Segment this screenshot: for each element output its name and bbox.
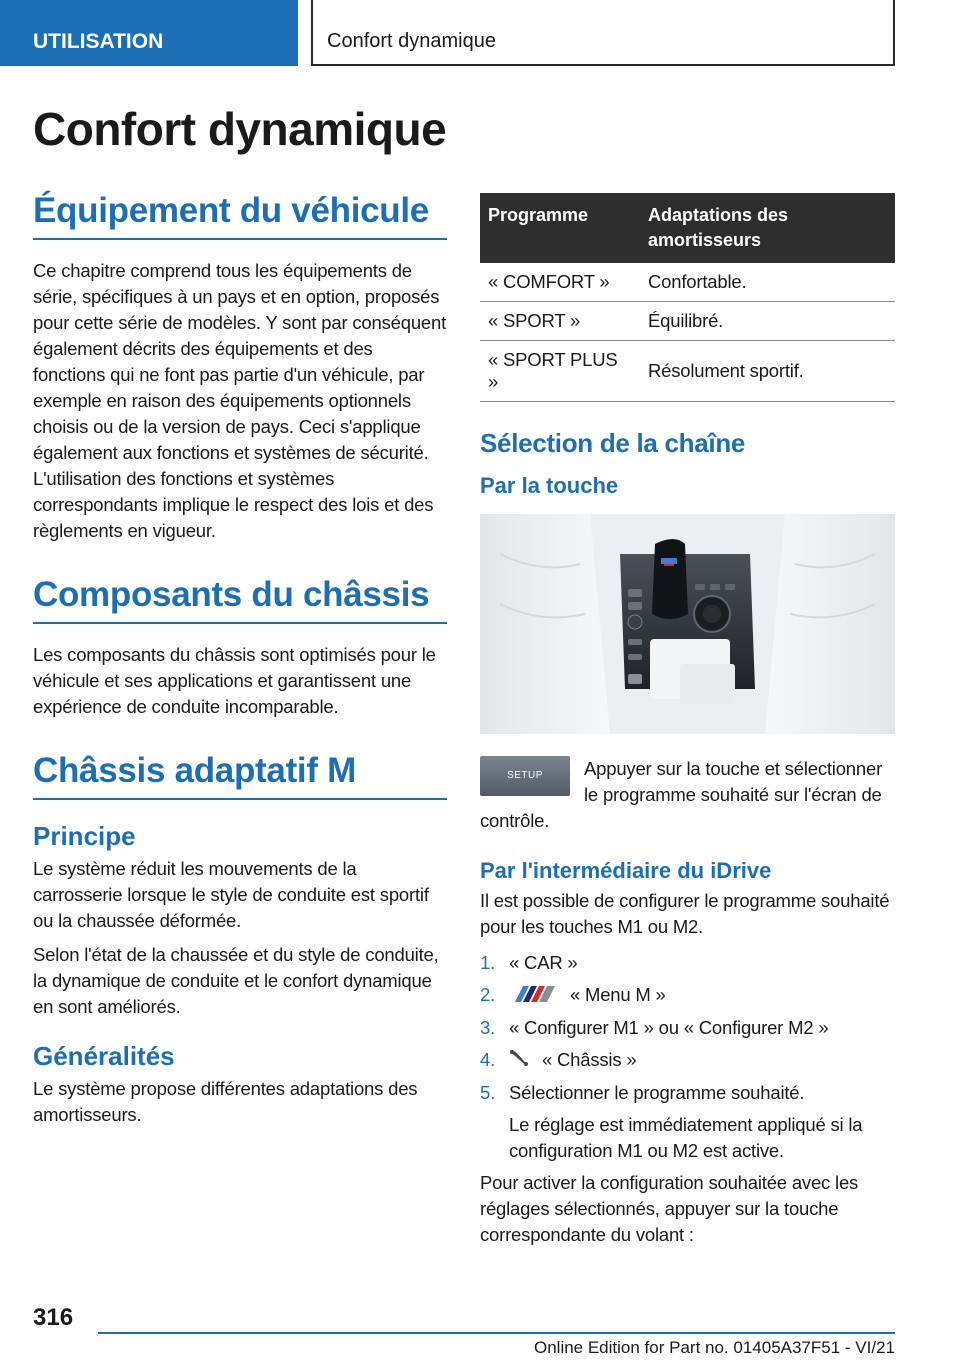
chassis-text: Les composants du châssis sont optimisés pour le véhicule et ses applications et garantissent une expérience de conduite incomparable. bbox=[33, 644, 436, 717]
principle-text-2: Selon l'état de la chaussée et du style de conduite, la dynamique de conduite et le confort dynamique en sont améliorés. bbox=[33, 943, 439, 1017]
suspension-icon bbox=[509, 1048, 529, 1074]
list-item bbox=[480, 1080, 895, 1164]
table-row bbox=[480, 341, 895, 402]
center-console-photo bbox=[480, 514, 895, 734]
footer-edition: Online Edition for Part no. 01405A37F51 - VI/21 bbox=[533, 1338, 895, 1357]
table-cell: « SPORT » bbox=[480, 302, 640, 341]
list-item bbox=[480, 950, 895, 976]
step-number: 2. bbox=[480, 983, 496, 1005]
step-text: « Menu M » bbox=[569, 983, 666, 1005]
left-column bbox=[33, 190, 447, 1136]
general-heading: Généralités bbox=[33, 1040, 175, 1071]
center-console-illustration bbox=[480, 514, 895, 734]
page-title: Confort dynamique bbox=[33, 103, 447, 155]
list-item bbox=[480, 982, 895, 1009]
idrive-heading: Par l'intermédiaire du iDrive bbox=[480, 857, 772, 883]
footer-divider bbox=[98, 1332, 895, 1334]
step-number: 4. bbox=[480, 1049, 496, 1071]
list-item bbox=[480, 1047, 895, 1074]
step-text: « CAR » bbox=[509, 951, 578, 973]
step-text: « Configurer M1 » ou « Configurer M2 » bbox=[509, 1017, 829, 1039]
idrive-steps bbox=[480, 950, 895, 1164]
general-text: Le système propose différentes adaptations des amortisseurs. bbox=[33, 1077, 418, 1125]
step-text: « Châssis » bbox=[541, 1049, 637, 1071]
setup-button-icon: SETUP bbox=[480, 756, 570, 796]
principle-heading: Principe bbox=[33, 821, 136, 851]
table-header-adaptation: Adaptations des amortisseurs bbox=[640, 193, 895, 263]
equipment-text: Ce chapitre comprend tous les équipements de série, spécifiques à un pays et en option, proposés pour cette série de modèles. Y sont par conséquent également décrits des équipements et des fonctions qui ne font pas partie d'un véhicule, par exemple en raison des équipements optionnels choisis ou de la version de pays. Ceci s'applique également aux fonctions et systèmes de sécurité. L'utilisation des fonctions et systèmes correspondants implique le respect des lois et des règlements en vigueur. bbox=[33, 260, 447, 541]
idrive-text: Il est possible de configurer le programme souhaité pour les touches M1 ou M2. bbox=[480, 889, 890, 937]
table-cell: Équilibré. bbox=[640, 302, 895, 341]
table-cell: Résolument sportif. bbox=[640, 341, 895, 402]
step-number: 1. bbox=[480, 951, 496, 973]
step-number: 5. bbox=[480, 1082, 496, 1104]
table-cell: « COMFORT » bbox=[480, 263, 640, 302]
section-tab: UTILISATION bbox=[0, 0, 298, 66]
table-header-row bbox=[480, 193, 895, 263]
step-5-note: Le réglage est immédiatement appliqué si la configuration M1 ou M2 est active. bbox=[509, 1114, 863, 1162]
table-cell: Confortable. bbox=[640, 263, 895, 302]
equipment-heading: Équipement du véhicule bbox=[33, 190, 447, 240]
step-number: 3. bbox=[480, 1017, 496, 1039]
principle-text-1: Le système réduit les mouvements de la carrosserie lorsque le style de conduite est sportif ou la chaussée déformée. bbox=[33, 857, 429, 931]
adaptive-chassis-heading: Châssis adaptatif M bbox=[33, 750, 447, 800]
button-heading: Par la touche bbox=[480, 473, 619, 499]
setup-text: Appuyer sur la touche et sélectionner le programme souhaité sur l'écran de contrôle. bbox=[480, 757, 883, 831]
damper-program-table bbox=[480, 193, 895, 402]
channel-selection-heading: Sélection de la chaîne bbox=[480, 428, 746, 458]
chassis-heading: Composants du châssis bbox=[33, 574, 447, 624]
table-cell: « SPORT PLUS » bbox=[480, 341, 640, 402]
list-item bbox=[480, 1015, 895, 1041]
page-number: 316 bbox=[33, 1304, 74, 1331]
step-text: Sélectionner le programme souhaité. bbox=[509, 1082, 805, 1104]
table-header-program: Programme bbox=[480, 193, 640, 263]
m-stripes-icon bbox=[509, 983, 557, 1009]
table-row bbox=[480, 302, 895, 341]
right-column bbox=[480, 193, 895, 1256]
activate-text: Pour activer la configuration souhaitée avec les réglages sélectionnés, appuyer sur la touche correspondante du volant : bbox=[480, 1172, 859, 1246]
chapter-tab: Confort dynamique bbox=[311, 0, 895, 66]
table-row bbox=[480, 263, 895, 302]
setup-instruction bbox=[480, 756, 895, 834]
